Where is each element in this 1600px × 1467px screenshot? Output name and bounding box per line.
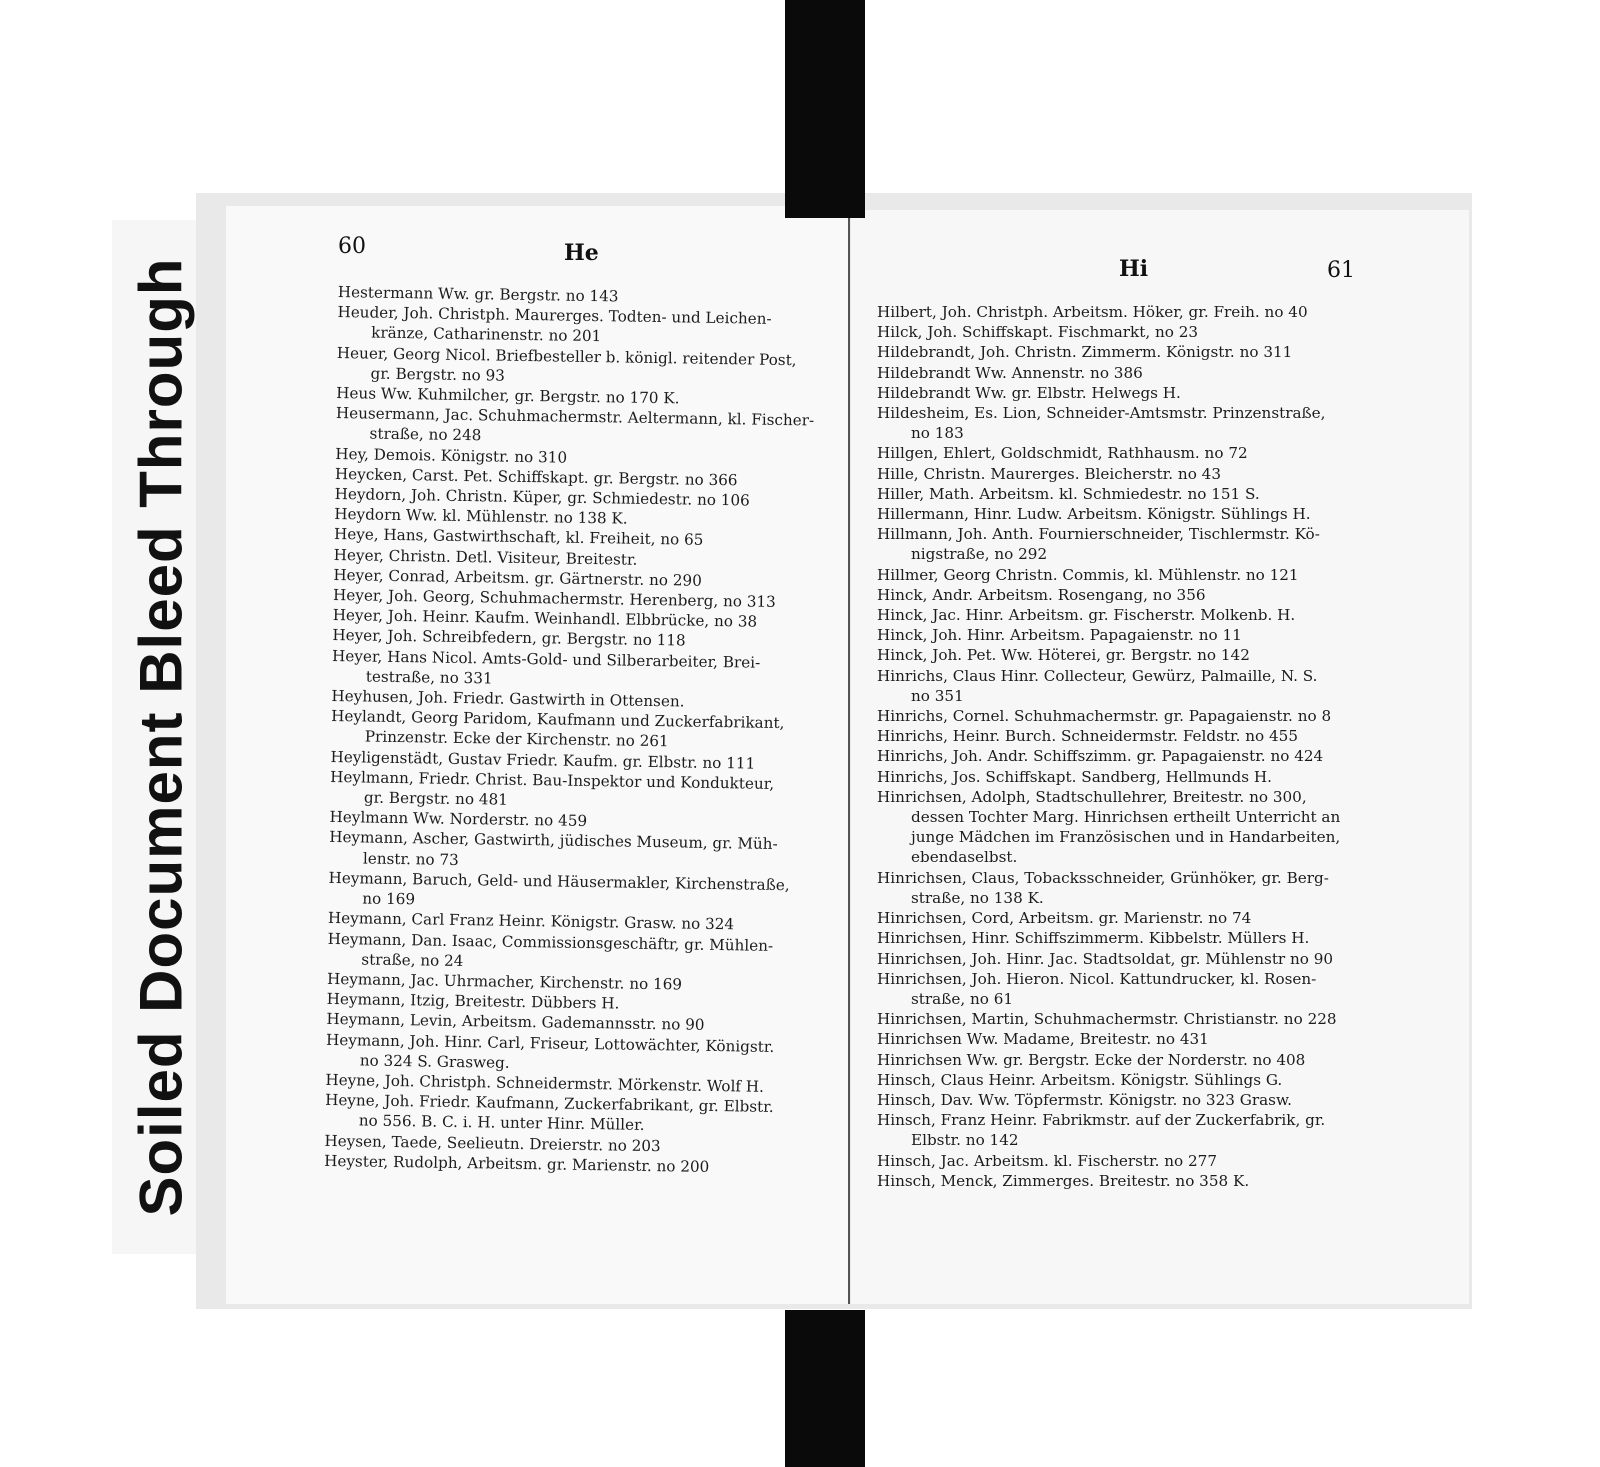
directory-entry-line: Hillmer, Georg Christn. Commis, kl. Mühlenstr. no 121 xyxy=(877,565,1299,584)
directory-entry-line: Heus Ww. Kuhmilcher, gr. Bergstr. no 170 K. xyxy=(336,384,680,408)
directory-entry-line: Hey, Demois. Königstr. no 310 xyxy=(335,444,568,467)
directory-entry-line: lenstr. no 73 xyxy=(362,849,459,869)
directory-entry-line: Prinzenstr. Ecke der Kirchenstr. no 261 xyxy=(364,727,669,751)
directory-entry-line: Hinrichsen, Hinr. Schiffszimmerm. Kibbelstr. Müllers H. xyxy=(877,929,1310,948)
directory-entry-line: kränze, Catharinenstr. no 201 xyxy=(371,323,602,346)
directory-entry-line: Heyhusen, Joh. Friedr. Gastwirth in Ottensen. xyxy=(331,687,685,711)
directory-entry-line: Hillgen, Ehlert, Goldschmidt, Rathhausm. no 72 xyxy=(877,444,1248,463)
directory-entry-line: Heymann, Itzig, Breitestr. Dübbers H. xyxy=(326,990,620,1013)
directory-entry-line: Hillermann, Hinr. Ludw. Arbeitsm. Königstr. Sühlings H. xyxy=(877,505,1311,524)
directory-entry-line: Hinrichs, Heinr. Burch. Schneidermstr. Feldstr. no 455 xyxy=(877,727,1298,746)
directory-entry-line: Heylandt, Georg Paridom, Kaufmann und Zuckerfabrikant, xyxy=(331,707,785,733)
directory-entry-line: Hilbert, Joh. Christph. Arbeitsm. Höker, gr. Freih. no 40 xyxy=(877,303,1308,321)
directory-entry-line: Hinrichsen, Joh. Hinr. Jac. Stadtsoldat, gr. Mühlenstr no 90 xyxy=(877,949,1334,968)
directory-entry-line: Heuer, Georg Nicol. Briefbesteller b. königl. reitender Post, xyxy=(336,343,797,369)
directory-entry-line: Heuder, Joh. Christph. Maurerges. Todten- und Leichen- xyxy=(337,303,772,329)
directory-entry-line: no 183 xyxy=(911,424,964,443)
binding-clip-top xyxy=(785,0,865,218)
directory-entry-line: gr. Bergstr. no 93 xyxy=(370,364,506,385)
directory-entry-line: Heymann, Ascher, Gastwirth, jüdisches Museum, gr. Müh- xyxy=(329,828,778,854)
directory-entry-line: Heyne, Joh. Friedr. Kaufmann, Zuckerfabrikant, gr. Elbstr. xyxy=(325,1091,774,1117)
directory-entry-line: Hinck, Joh. Pet. Ww. Höterei, gr. Bergstr. no 142 xyxy=(877,646,1250,665)
directory-entry-line: Hilck, Joh. Schiffskapt. Fischmarkt, no 23 xyxy=(877,323,1199,342)
directory-entry-line: Hestermann Ww. gr. Bergstr. no 143 xyxy=(337,282,619,306)
side-label-text: Soiled Document Bleed Through xyxy=(127,257,195,1217)
directory-entry-line: no 169 xyxy=(362,889,416,909)
directory-entry-line: Heyer, Joh. Schreibfedern, gr. Bergstr. no 118 xyxy=(332,626,686,650)
directory-entry-line: Heylmann, Friedr. Christ. Bau-Inspektor und Kondukteur, xyxy=(330,767,775,793)
directory-entry-line: Hinsch, Claus Heinr. Arbeitsm. Königstr. Sühlings G. xyxy=(877,1070,1283,1089)
directory-entry-line: Hildebrandt Ww. Annenstr. no 386 xyxy=(877,363,1143,382)
directory-entry-line: Hinrichsen, Cord, Arbeitsm. gr. Marienstr. no 74 xyxy=(877,909,1252,928)
directory-entry-line: Hinck, Joh. Hinr. Arbeitsm. Papagaienstr. no 11 xyxy=(877,626,1242,645)
directory-entry-line: Hildebrandt Ww. gr. Elbstr. Helwegs H. xyxy=(877,383,1181,402)
right-page xyxy=(851,210,1469,1304)
directory-entry-line: Hinrichsen, Martin, Schuhmachermstr. Christianstr. no 228 xyxy=(877,1010,1337,1029)
directory-entry-line: Elbstr. no 142 xyxy=(911,1131,1019,1150)
directory-entry-line: Hinrichsen, Claus, Tobacksschneider, Grünhöker, gr. Berg- xyxy=(877,868,1329,887)
binding-clip-bottom xyxy=(785,1310,865,1467)
directory-entry-line: no 556. B. C. i. H. unter Hinr. Müller. xyxy=(358,1111,645,1135)
directory-entry-line: Heydorn, Joh. Christn. Küper, gr. Schmiedestr. no 106 xyxy=(334,485,750,510)
directory-entry-line: Hildebrandt, Joh. Christn. Zimmerm. Königstr. no 311 xyxy=(877,343,1293,362)
directory-entry-line: Hinrichs, Cornel. Schuhmachermstr. gr. Papagaienstr. no 8 xyxy=(877,707,1332,726)
directory-entry-line: straße, no 61 xyxy=(911,989,1014,1008)
directory-entry-line: Hinrichs, Jos. Schiffskapt. Sandberg, Hellmunds H. xyxy=(877,767,1272,786)
directory-entry-line: Heyer, Hans Nicol. Amts-Gold- und Silberarbeiter, Brei- xyxy=(331,646,761,672)
directory-entry-line: Heyer, Joh. Georg, Schuhmachermstr. Herenberg, no 313 xyxy=(332,586,776,611)
directory-entry-line: gr. Bergstr. no 481 xyxy=(363,788,509,809)
directory-entry-line: junge Mädchen im Französischen und in Handarbeiten, xyxy=(911,828,1341,847)
directory-entry-line: Hinsch, Jac. Arbeitsm. kl. Fischerstr. no 277 xyxy=(877,1151,1217,1170)
right-page-number: 61 xyxy=(1327,258,1355,283)
directory-entry-line: no 351 xyxy=(911,686,964,705)
directory-entry-line: Heymann, Jac. Uhrmacher, Kirchenstr. no 169 xyxy=(326,969,683,994)
directory-entry-line: Heyne, Joh. Christph. Schneidermstr. Mörkenstr. Wolf H. xyxy=(325,1070,765,1096)
directory-entry-line: Hiller, Math. Arbeitsm. kl. Schmiedestr. no 151 S. xyxy=(877,484,1260,503)
directory-entry-line: Heyer, Joh. Heinr. Kaufm. Weinhandl. Elbbrücke, no 38 xyxy=(332,606,758,631)
directory-entry-line: Hinrichsen Ww. Madame, Breitestr. no 431 xyxy=(877,1030,1209,1049)
left-page xyxy=(226,206,850,1304)
directory-entry-line: Hinrichsen Ww. gr. Bergstr. Ecke der Norderstr. no 408 xyxy=(877,1050,1306,1069)
right-running-head: Hi xyxy=(1119,256,1149,282)
directory-entry-line: Heylmann Ww. Norderstr. no 459 xyxy=(329,808,588,831)
directory-entry-line: Hinck, Jac. Hinr. Arbeitsm. gr. Fischerstr. Molkenb. H. xyxy=(877,606,1296,625)
directory-entry-line: Heyer, Christn. Detl. Visiteur, Breitestr. xyxy=(333,545,638,569)
directory-entry-line: Hinck, Andr. Arbeitsm. Rosengang, no 356 xyxy=(877,585,1206,604)
directory-entry-line: Hinsch, Franz Heinr. Fabrikmstr. auf der Zuckerfabrik, gr. xyxy=(877,1111,1326,1130)
left-entry-list xyxy=(324,282,858,1179)
directory-entry-line: Heysen, Taede, Seelieutn. Dreierstr. no 203 xyxy=(324,1131,661,1155)
directory-entry-line: dessen Tochter Marg. Hinrichsen ertheilt Unterricht an xyxy=(911,808,1341,827)
directory-entry-line: Heymann, Joh. Hinr. Carl, Friseur, Lottowächter, Königstr. xyxy=(325,1030,775,1056)
left-page-number: 60 xyxy=(338,234,366,259)
directory-entry-line: Hinsch, Menck, Zimmerges. Breitestr. no 358 K. xyxy=(877,1171,1250,1190)
directory-entry-line: Hinrichsen, Joh. Hieron. Nicol. Kattundrucker, kl. Rosen- xyxy=(877,969,1317,988)
directory-entry-line: Heusermann, Jac. Schuhmachermstr. Aeltermann, kl. Fischer- xyxy=(335,404,815,430)
directory-entry-line: ebendaselbst. xyxy=(911,848,1018,867)
directory-entry-line: Hinsch, Dav. Ww. Töpfermstr. Königstr. no 323 Grasw. xyxy=(877,1090,1292,1109)
directory-entry-line: straße, no 248 xyxy=(369,424,482,445)
directory-entry-line: straße, no 24 xyxy=(361,950,464,970)
directory-entry-line: Heymann, Carl Franz Heinr. Königstr. Grasw. no 324 xyxy=(327,909,735,934)
directory-entry-line: Hildesheim, Es. Lion, Schneider-Amtsmstr. Prinzenstraße, xyxy=(877,404,1326,423)
directory-entry-line: Hinrichs, Joh. Andr. Schiffszimm. gr. Papagaienstr. no 424 xyxy=(877,747,1324,766)
directory-entry-line: Heymann, Dan. Isaac, Commissionsgeschäftr, gr. Mühlen- xyxy=(327,929,774,955)
directory-entry-line: straße, no 138 K. xyxy=(911,888,1044,907)
directory-entry-line: Heyer, Conrad, Arbeitsm. gr. Gärtnerstr. no 290 xyxy=(333,565,702,590)
directory-entry-line: Heyster, Rudolph, Arbeitsm. gr. Marienstr. no 200 xyxy=(324,1151,710,1176)
directory-entry-line: Heymann, Levin, Arbeitsm. Gademannsstr. no 90 xyxy=(326,1010,705,1035)
left-running-head: He xyxy=(564,240,599,266)
directory-entry-line: Hinrichs, Claus Hinr. Collecteur, Gewürz, Palmaille, N. S. xyxy=(877,666,1318,685)
directory-entry-line: Heydorn Ww. kl. Mühlenstr. no 138 K. xyxy=(334,505,628,528)
directory-entry-line: Heymann, Baruch, Geld- und Häusermakler, Kirchenstraße, xyxy=(328,868,790,895)
right-entry-list xyxy=(877,302,1397,1191)
directory-entry-line: no 324 S. Grasweg. xyxy=(359,1051,510,1072)
directory-entry-line: Heycken, Carst. Pet. Schiffskapt. gr. Bergstr. no 366 xyxy=(334,464,738,490)
directory-entry-line: nigstraße, no 292 xyxy=(911,545,1048,564)
directory-entry-line: Hillmann, Joh. Anth. Fournierschneider, Tischlermstr. Kö- xyxy=(877,525,1320,544)
directory-entry-line: Heye, Hans, Gastwirthschaft, kl. Freiheit, no 65 xyxy=(333,525,704,550)
directory-entry-line: Heyligenstädt, Gustav Friedr. Kaufm. gr. Elbstr. no 111 xyxy=(330,747,756,773)
directory-entry-line: testraße, no 331 xyxy=(365,667,493,688)
directory-entry-line: Hinrichsen, Adolph, Stadtschullehrer, Breitestr. no 300, xyxy=(877,787,1307,806)
directory-entry-line: Hille, Christn. Maurerges. Bleicherstr. no 43 xyxy=(877,464,1221,483)
